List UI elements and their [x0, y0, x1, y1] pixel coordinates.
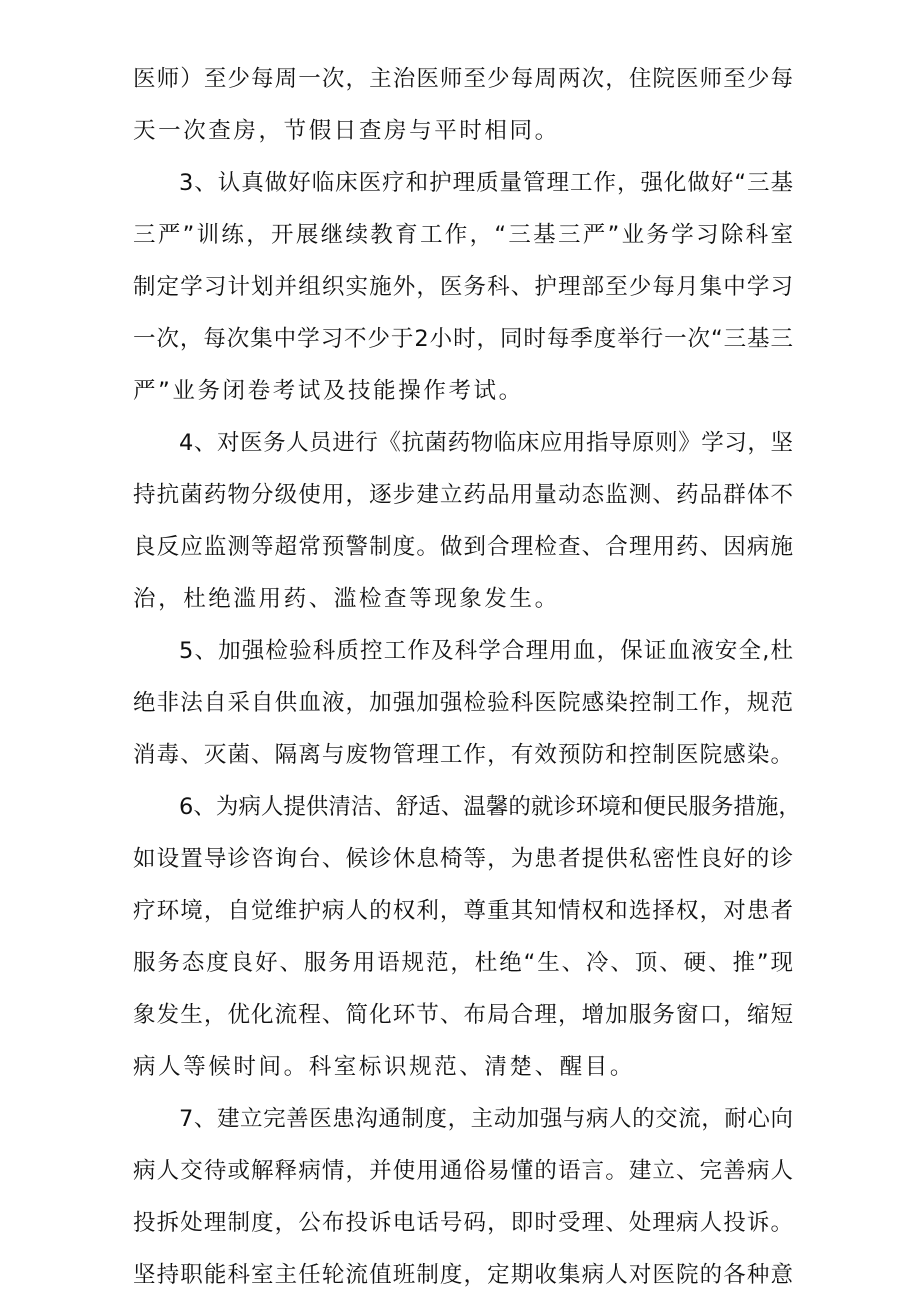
- text-line: 象发生，优化流程、简化环节、布局合理，增加服务窗口，缩短: [133, 1002, 793, 1028]
- text-line: 病人等候时间。科室标识规范、清楚、醒目。: [133, 1054, 636, 1080]
- text-line: 治，杜绝滥用药、滥检查等现象发生。: [133, 586, 560, 612]
- paragraph-5-start: 5、加强检验科质控工作及科学合理用血，保证血液安全,杜: [179, 638, 793, 664]
- paragraph-6-start: 6、为病人提供清洁、舒适、温馨的就诊环境和便民服务措施，: [179, 794, 801, 820]
- text-line: 绝非法自采自供血液，加强加强检验科医院感染控制工作，规范: [133, 690, 793, 716]
- text-line: 病人交待或解释病情，并使用通俗易懂的语言。建立、完善病人: [133, 1158, 793, 1184]
- text-line: 服务态度良好、服务用语规范，杜绝“生、冷、顶、硬、推”现: [133, 950, 793, 976]
- text-line: 一次，每次集中学习不少于2小时，同时每季度举行一次“三基三: [133, 326, 793, 352]
- paragraph-7-start: 7、建立完善医患沟通制度，主动加强与病人的交流，耐心向: [179, 1106, 793, 1132]
- document-body: [133, 53, 801, 1301]
- text-line: 良反应监测等超常预警制度。做到合理检查、合理用药、因病施: [133, 534, 793, 560]
- text-line: 医师）至少每周一次，主治医师至少每周两次，住院医师至少每: [133, 66, 793, 92]
- text-line: 消毒、灭菌、隔离与废物管理工作，有效预防和控制医院感染。: [133, 742, 793, 768]
- text-line: 如设置导诊咨询台、候诊休息椅等，为患者提供私密性良好的诊: [133, 846, 793, 872]
- text-line: 持抗菌药物分级使用，逐步建立药品用量动态监测、药品群体不: [133, 482, 793, 508]
- text-line: 疗环境，自觉维护病人的权利，尊重其知情权和选择权，对患者: [133, 898, 793, 924]
- text-line: 天一次查房，节假日查房与平时相同。: [133, 118, 560, 144]
- paragraph-4-start: 4、对医务人员进行《抗菌药物临床应用指导原则》学习，坚: [179, 430, 793, 456]
- paragraph-3-start: 3、认真做好临床医疗和护理质量管理工作，强化做好“三基: [179, 170, 793, 196]
- text-line: 制定学习计划并组织实施外，医务科、护理部至少每月集中学习: [133, 274, 793, 300]
- text-line: 三严”训练，开展继续教育工作，“三基三严”业务学习除科室: [133, 222, 793, 248]
- text-line: 坚持职能科室主任轮流值班制度，定期收集病人对医院的各种意: [133, 1262, 793, 1288]
- text-line: 投拆处理制度，公布投诉电话号码，即时受理、处理病人投诉。: [133, 1210, 793, 1236]
- text-line: 严”业务闭卷考试及技能操作考试。: [133, 378, 524, 404]
